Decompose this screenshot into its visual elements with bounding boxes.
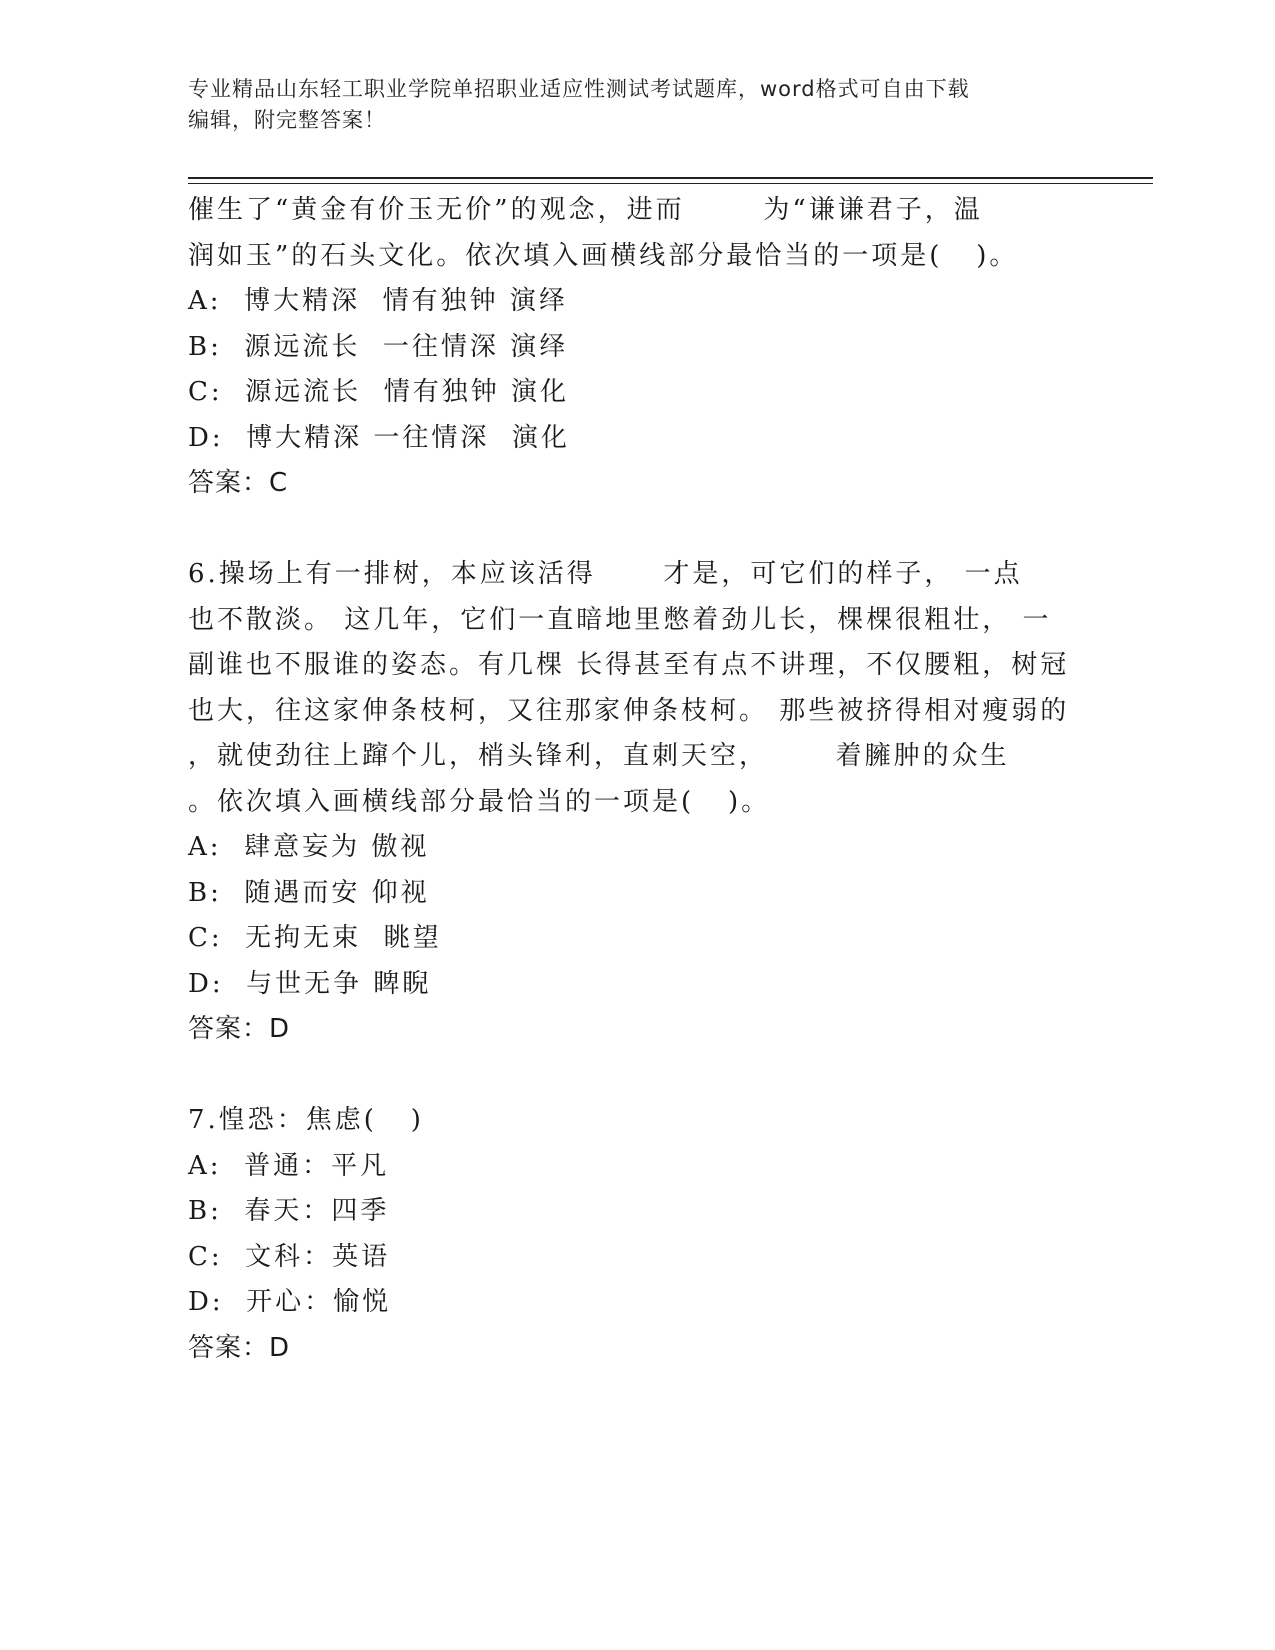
header-line-2: 编辑，附完整答案！	[188, 108, 386, 132]
question-stem-line: ，就使劲往上蹿个儿，梢头锋利，直刺天空， 着臃肿的众生	[188, 741, 1010, 771]
spacer	[188, 507, 1088, 553]
question-7	[188, 1098, 1088, 1371]
option-d: D: 博大精深 一往情深 演化	[188, 422, 570, 453]
question-stem-line: 也不散淡。 这几年，它们一直暗地里憋着劲儿长，棵棵很粗壮， 一	[188, 604, 1052, 635]
question-stem-line: 副谁也不服谁的姿态。有几棵 长得甚至有点不讲理，不仅腰粗，树冠	[188, 650, 1070, 680]
answer-line: 答案：D	[188, 1014, 291, 1044]
option-b: B: 源远流长 一往情深 演绎	[188, 331, 569, 362]
question-stem-line: 。依次填入画横线部分最恰当的一项是( )。	[188, 786, 771, 817]
question-6	[188, 552, 1088, 1053]
option-d: D: 与世无争 睥睨	[188, 968, 432, 999]
question-stem-line: 润如玉”的石头文化。依次填入画横线部分最恰当的一项是( )。	[188, 240, 1019, 271]
option-c: C: 无拘无束 眺望	[188, 923, 442, 953]
question-stem-line: 7.惶恐：焦虑( )	[188, 1105, 424, 1135]
option-b: B: 随遇而安 仰视	[188, 877, 430, 908]
header-divider-thick	[188, 177, 1153, 179]
document-body	[188, 188, 1088, 1371]
header-line-1: 专业精品山东轻工职业学院单招职业适应性测试考试题库，word格式可自由下载	[188, 77, 970, 101]
option-a: A: 博大精深 情有独钟 演绎	[188, 286, 568, 316]
option-c: C: 源远流长 情有独钟 演化	[188, 377, 569, 407]
option-c: C: 文科：英语	[188, 1241, 391, 1272]
option-d: D: 开心：愉悦	[188, 1287, 392, 1317]
option-a: A: 肆意妄为 傲视	[188, 832, 430, 862]
option-b: B: 春天：四季	[188, 1196, 390, 1226]
answer-line: 答案：C	[188, 468, 289, 498]
document-header	[188, 74, 1088, 136]
header-divider-thin	[188, 183, 1153, 184]
question-stem-line: 6.操场上有一排树，本应该活得 才是，可它们的样子， 一点	[188, 559, 1023, 589]
answer-line: 答案：D	[188, 1332, 291, 1363]
spacer	[188, 1053, 1088, 1099]
question-5	[188, 188, 1088, 507]
question-stem-line: 也大，往这家伸条枝柯，又往那家伸条枝柯。 那些被挤得相对瘦弱的	[188, 695, 1070, 726]
question-stem-line: 催生了“黄金有价玉无价”的观念，进而 为“谦谦君子，温	[188, 195, 983, 225]
option-a: A: 普通：平凡	[188, 1150, 390, 1181]
